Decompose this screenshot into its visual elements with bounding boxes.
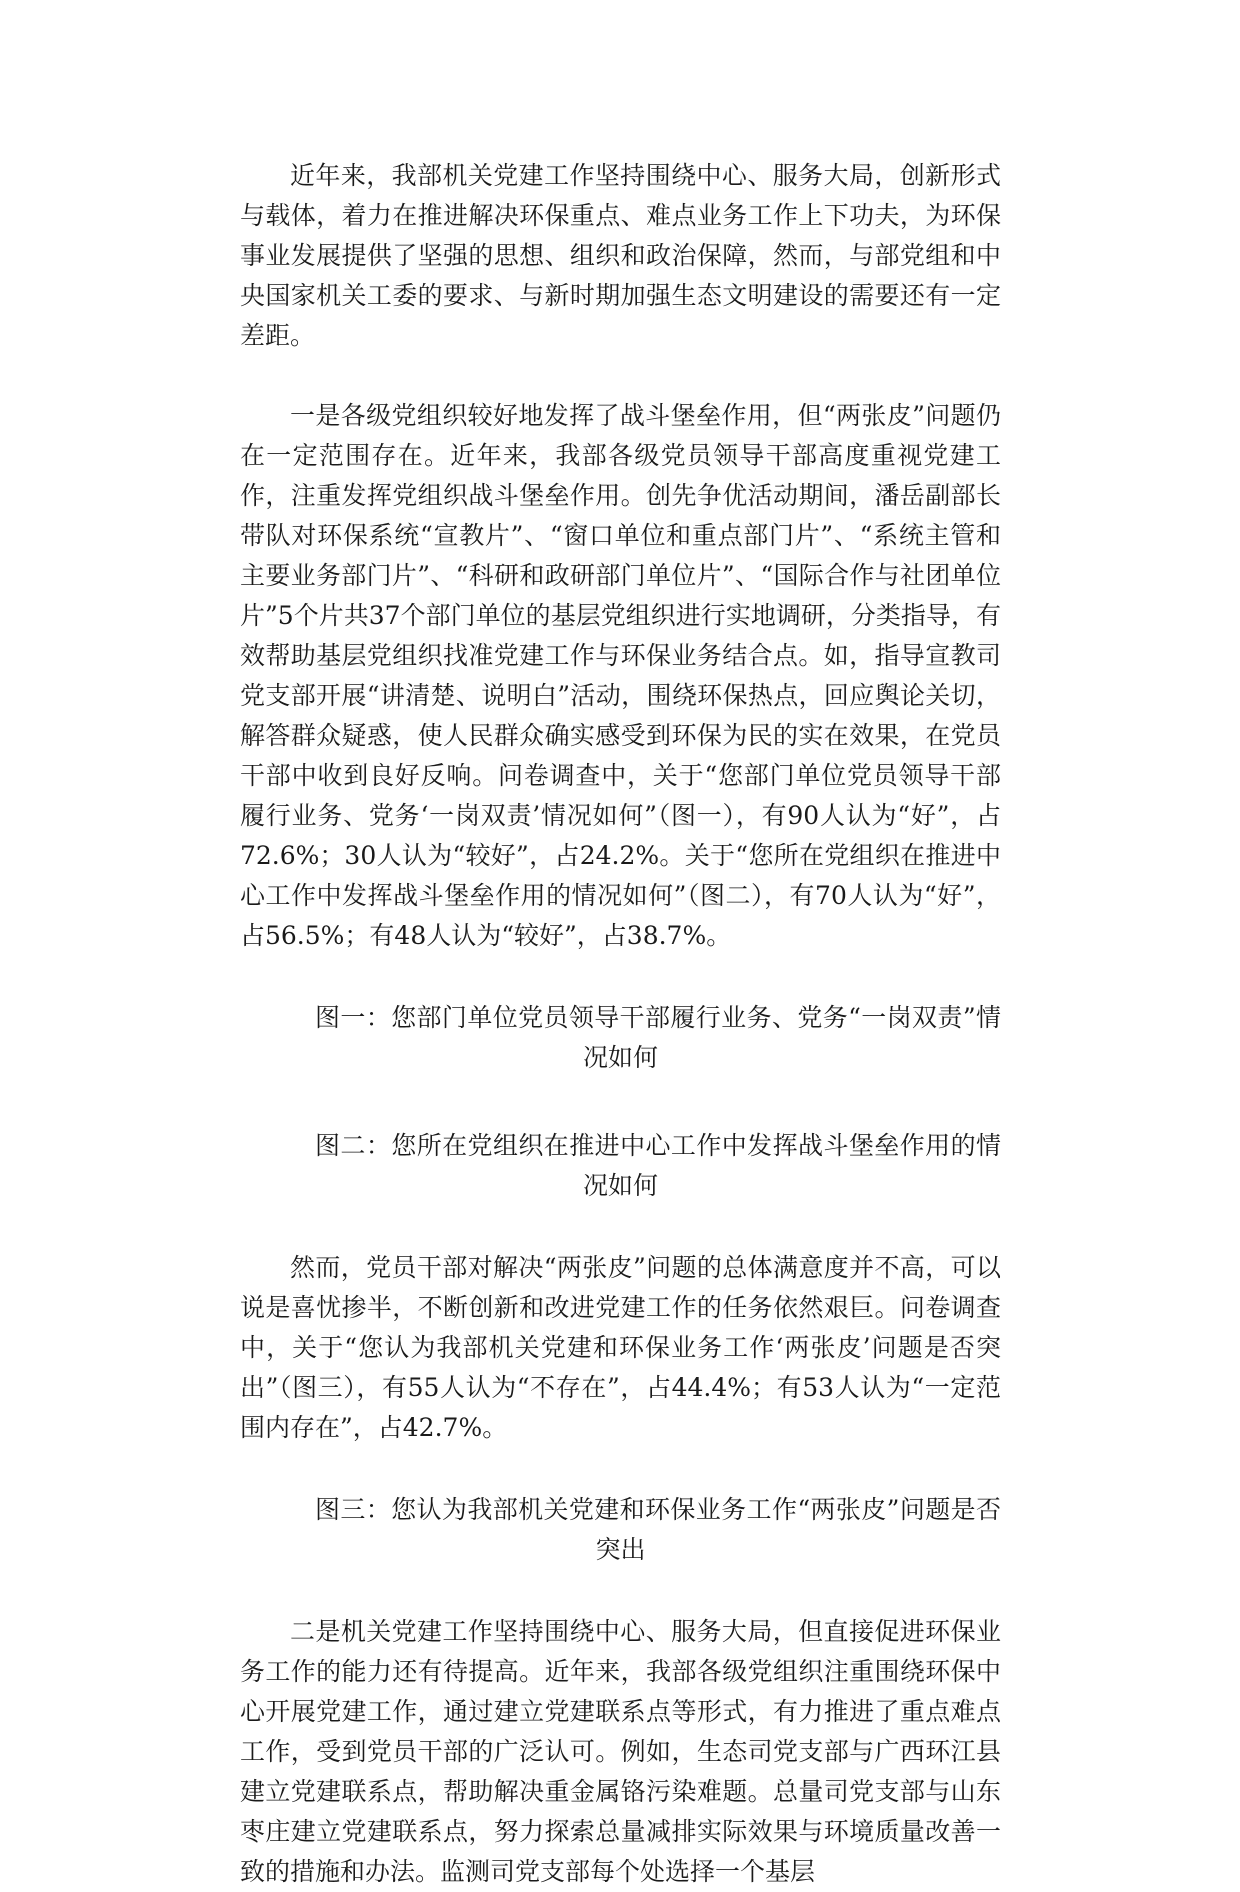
intro-paragraph: 近年来，我部机关党建工作坚持围绕中心、服务大局，创新形式与载体，着力在推进解决环保重点、难点业务工作上下功夫，为环保事业发展提供了坚强的思想、组织和政治保障，然而，与部党组和中央国家机关工委的要求、与新时期加强生态文明建设的需要还有一定差距。	[240, 161, 1001, 350]
point-one-paragraph: 一是各级党组织较好地发挥了战斗堡垒作用，但“两张皮”问题仍在一定范围存在。近年来，我部各级党员领导干部高度重视党建工作，注重发挥党组织战斗堡垒作用。创先争优活动期间，潘岳副部长带队对环保系统“宣教片”、“窗口单位和重点部门片”、“系统主管和主要业务部门片”、“科研和政研部门单位片”、“国际合作与社团单位片”5个片共37个部门单位的基层党组织进行实地调研，分类指导，有效帮助基层党组织找准党建工作与环保业务结合点。如，指导宣教司党支部开展“讲清楚、说明白”活动，围绕环保热点，回应舆论关切，解答群众疑惑，使人民群众确实感受到环保为民的实在效果，在党员干部中收到良好反响。问卷调查中，关于“您部门单位党员领导干部履行业务、党务‘一岗双责’情况如何”（图一），有90人认为“好”，占72.6%；30人认为“较好”，占24.2%。关于“您所在党组织在推进中心工作中发挥战斗堡垒作用的情况如何”（图二），有70人认为“好”，占56.5%；有48人认为“较好”，占38.7%。	[240, 401, 1001, 950]
point-two-paragraph: 二是机关党建工作坚持围绕中心、服务大局，但直接促进环保业务工作的能力还有待提高。近年来，我部各级党组织注重围绕环保中心开展党建工作，通过建立党建联系点等形式，有力推进了重点难点工作，受到党员干部的广泛认可。例如，生态司党支部与广西环江县建立党建联系点，帮助解决重金属铬污染难题。总量司党支部与山东枣庄建立党建联系点，努力探索总量减排实际效果与环境质量改善一致的措施和办法。监测司党支部每个处选择一个基层	[240, 1617, 1001, 1886]
document-page	[240, 156, 1001, 1892]
however-paragraph: 然而，党员干部对解决“两张皮”问题的总体满意度并不高，可以说是喜忧掺半，不断创新和改进党建工作的任务依然艰巨。问卷调查中，关于“您认为我部机关党建和环保业务工作‘两张皮’问题是否突出”（图三），有55人认为“不存在”，占44.4%；有53人认为“一定范围内存在”，占42.7%。	[240, 1253, 1001, 1442]
figure-three-caption: 图三：您认为我部机关党建和环保业务工作“两张皮”问题是否突出	[315, 1495, 1001, 1564]
figure-one-caption: 图一：您部门单位党员领导干部履行业务、党务“一岗双责”情况如何	[315, 1003, 1001, 1072]
figure-two-caption: 图二：您所在党组织在推进中心工作中发挥战斗堡垒作用的情况如何	[315, 1131, 1001, 1200]
